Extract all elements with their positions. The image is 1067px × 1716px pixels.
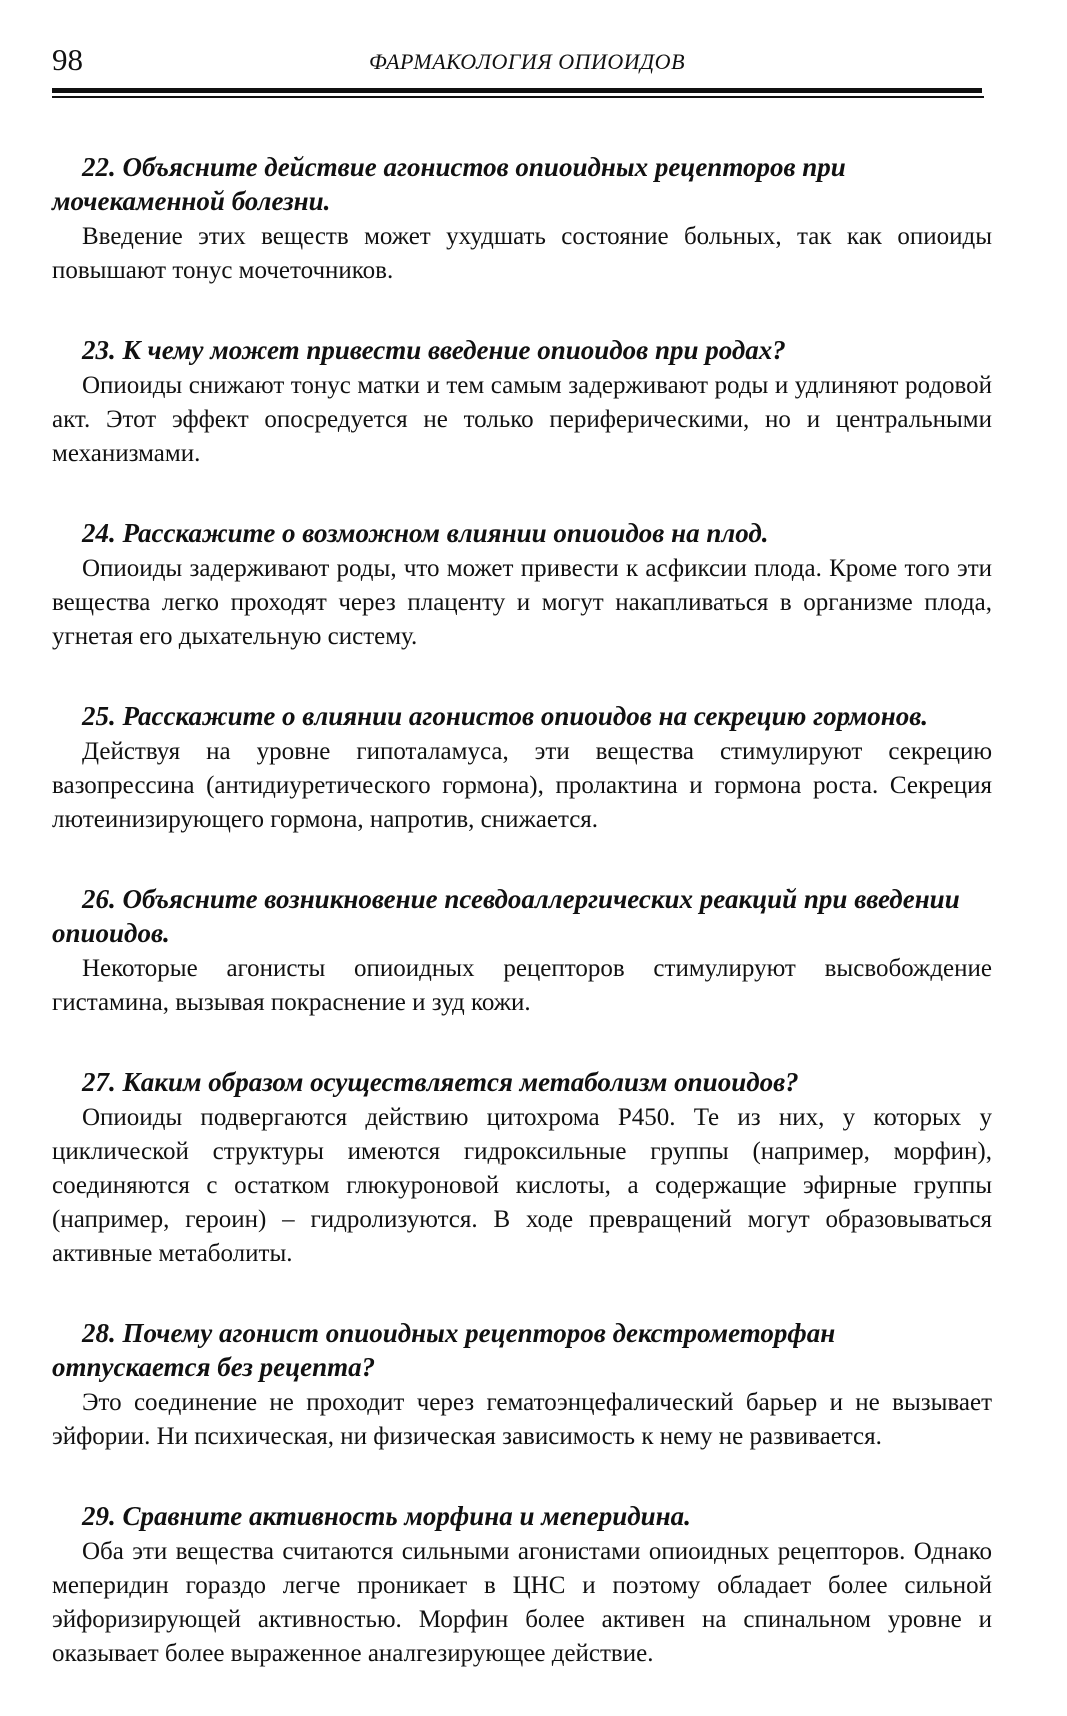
qa-item-24	[52, 516, 992, 654]
question-heading: 24. Расскажите о возможном влиянии опиоидов на плод.	[82, 518, 769, 548]
question-heading: 28. Почему агонист опиоидных рецепторов декстрометорфан отпускается без рецепта?	[52, 1318, 836, 1382]
page-header	[52, 42, 1002, 82]
question-heading: 29. Сравните активность морфина и меперидина.	[82, 1501, 691, 1531]
qa-item-28	[52, 1316, 992, 1454]
running-title: ФАРМАКОЛОГИЯ ОПИОИДОВ	[368, 49, 686, 74]
answer-paragraph: Некоторые агонисты опиоидных рецепторов стимулируют высвобождение гистамина, вызывая покраснение и зуд кожи.	[52, 955, 992, 1016]
answer-paragraph: Оба эти вещества считаются сильными агонистами опиоидных рецепторов. Однако меперидин гораздо легче проникает в ЦНС и поэтому обладает более сильной эйфоризирующей активностью. Морфин более активен на спинальном уровне и оказывает более выраженное аналгезирующее действие.	[52, 1538, 992, 1667]
page-number: 98	[52, 42, 83, 77]
answer-paragraph: Введение этих веществ может ухудшать состояние больных, так как опиоиды повышают тонус мочеточников.	[52, 223, 992, 284]
question-heading: 22. Объясните действие агонистов опиоидных рецепторов при мочекаменной болезни.	[52, 152, 846, 216]
answer-paragraph: Опиоиды задерживают роды, что может привести к асфиксии плода. Кроме того эти вещества легко проходят через плаценту и могут накапливаться в организме плода, угнетая его дыхательную систему.	[52, 555, 992, 650]
answer-paragraph: Действуя на уровне гипоталамуса, эти вещества стимулируют секрецию вазопрессина (антидиуретического гормона), пролактина и гормона роста. Секреция лютеинизирующего гормона, напротив, снижается.	[52, 738, 992, 833]
answer-paragraph: Это соединение не проходит через гематоэнцефалический барьер и не вызывает эйфории. Ни психическая, ни физическая зависимость к нему не развивается.	[52, 1389, 992, 1450]
qa-item-25	[52, 699, 992, 837]
header-rule-thick	[52, 88, 982, 93]
qa-item-26	[52, 882, 992, 1020]
header-rule-thin	[52, 96, 984, 98]
answer-paragraph: Опиоиды подвергаются действию цитохрома P450. Те из них, у которых у циклической структуры имеются гидроксильные группы (например, морфин), соединяются с остатком глюкуроновой кислоты, а содержащие эфирные группы (например, героин) – гидролизуются. В ходе превращений могут образовываться активные метаболиты.	[52, 1104, 992, 1267]
qa-item-27	[52, 1065, 992, 1271]
answer-paragraph: Опиоиды снижают тонус матки и тем самым задерживают роды и удлиняют родовой акт. Этот эффект опосредуется не только периферическими, но и центральными механизмами.	[52, 372, 992, 467]
qa-item-22	[52, 150, 992, 288]
question-heading: 26. Объясните возникновение псевдоаллергических реакций при введении опиоидов.	[52, 884, 960, 948]
question-heading: 23. К чему может привести введение опиоидов при родах?	[82, 335, 786, 365]
question-heading: 25. Расскажите о влиянии агонистов опиоидов на секрецию гормонов.	[82, 701, 929, 731]
question-heading: 27. Каким образом осуществляется метаболизм опиоидов?	[82, 1067, 799, 1097]
page-content	[52, 150, 992, 1716]
qa-item-29	[52, 1499, 992, 1671]
qa-item-23	[52, 333, 992, 471]
